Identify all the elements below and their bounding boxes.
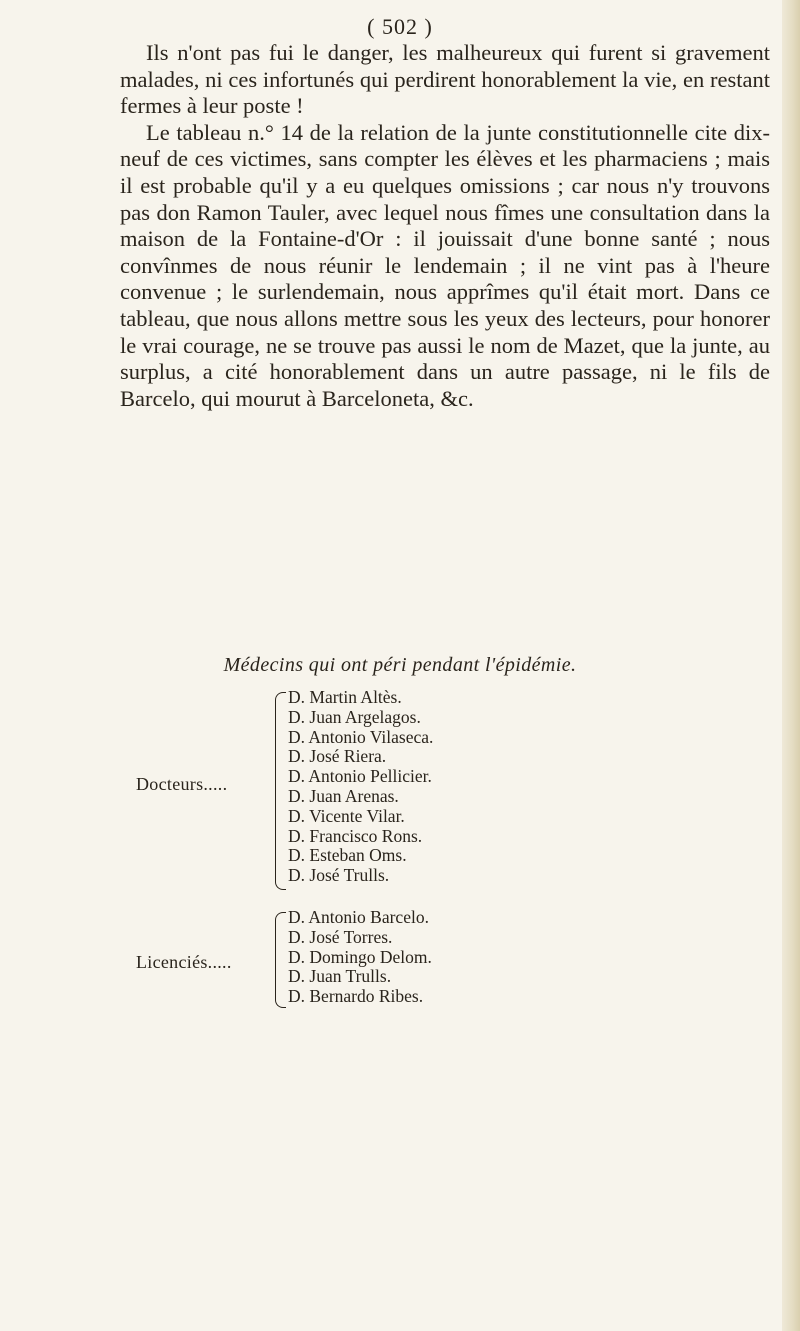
names-licencies — [288, 908, 432, 1007]
name-item: D. Antonio Pellicier. — [288, 766, 432, 787]
name-item: D. Juan Trulls. — [288, 966, 392, 987]
brace-licencies — [275, 912, 286, 1008]
name-item: D. Domingo Delom. — [288, 946, 432, 967]
name-item: D. José Torres. — [288, 926, 393, 947]
page-number: ( 502 ) — [367, 14, 433, 39]
name-item: D. Martin Altès. — [288, 687, 402, 707]
group-label-docteurs: Docteurs..... — [136, 774, 228, 794]
name-item: D. Antonio Vilaseca. — [288, 726, 434, 747]
names-docteurs — [288, 688, 433, 886]
name-item: D. Vicente Vilar. — [288, 805, 405, 826]
body-text — [120, 40, 770, 412]
name-item: D. Antonio Barcelo. — [288, 907, 429, 927]
paragraph-1: Ils n'ont pas fui le danger, les malheureux qui furent si gravement malades, ni ces infortunés qui perdirent honorablement la vie, en restant fermes à leur poste ! — [120, 40, 770, 119]
name-item: D. Francisco Rons. — [288, 825, 423, 846]
name-item: D. Juan Arenas. — [288, 785, 399, 806]
paragraph-2: Le tableau n.° 14 de la relation de la junte constitutionnelle cite dix-neuf de ces victimes, sans compter les élèves et les pharmaciens ; mais il est probable qu'il y a eu quelques omissions ; car nous n'y trouvons pas don Ramon Tauler, avec lequel nous fîmes une consultation dans la maison de la Fontaine-d'Or : il jouissait d'une bonne santé ; nous convînmes de nous réunir le lendemain ; il ne vint pas à l'heure convenue ; le surlendemain, nous apprîmes qu'il était mort. Dans ce tableau, que nous allons mettre sous les yeux des lecteurs, pour honorer le vrai courage, ne se trouve pas aussi le nom de Mazet, que la junte, au surplus, a cité honorablement dans un autre passage, ni le fils de Barcelo, qui mourut à Barceloneta, &c. — [120, 119, 770, 411]
brace-docteurs — [275, 692, 286, 890]
name-item: D. José Trulls. — [288, 865, 390, 886]
name-item: D. Bernardo Ribes. — [288, 986, 424, 1007]
name-item: D. Juan Argelagos. — [288, 706, 421, 727]
name-item: D. Esteban Oms. — [288, 845, 407, 866]
name-item: D. José Riera. — [288, 746, 387, 767]
section-title: Médecins qui ont péri pendant l'épidémie. — [223, 654, 577, 676]
group-label-licencies: Licenciés..... — [136, 952, 232, 972]
